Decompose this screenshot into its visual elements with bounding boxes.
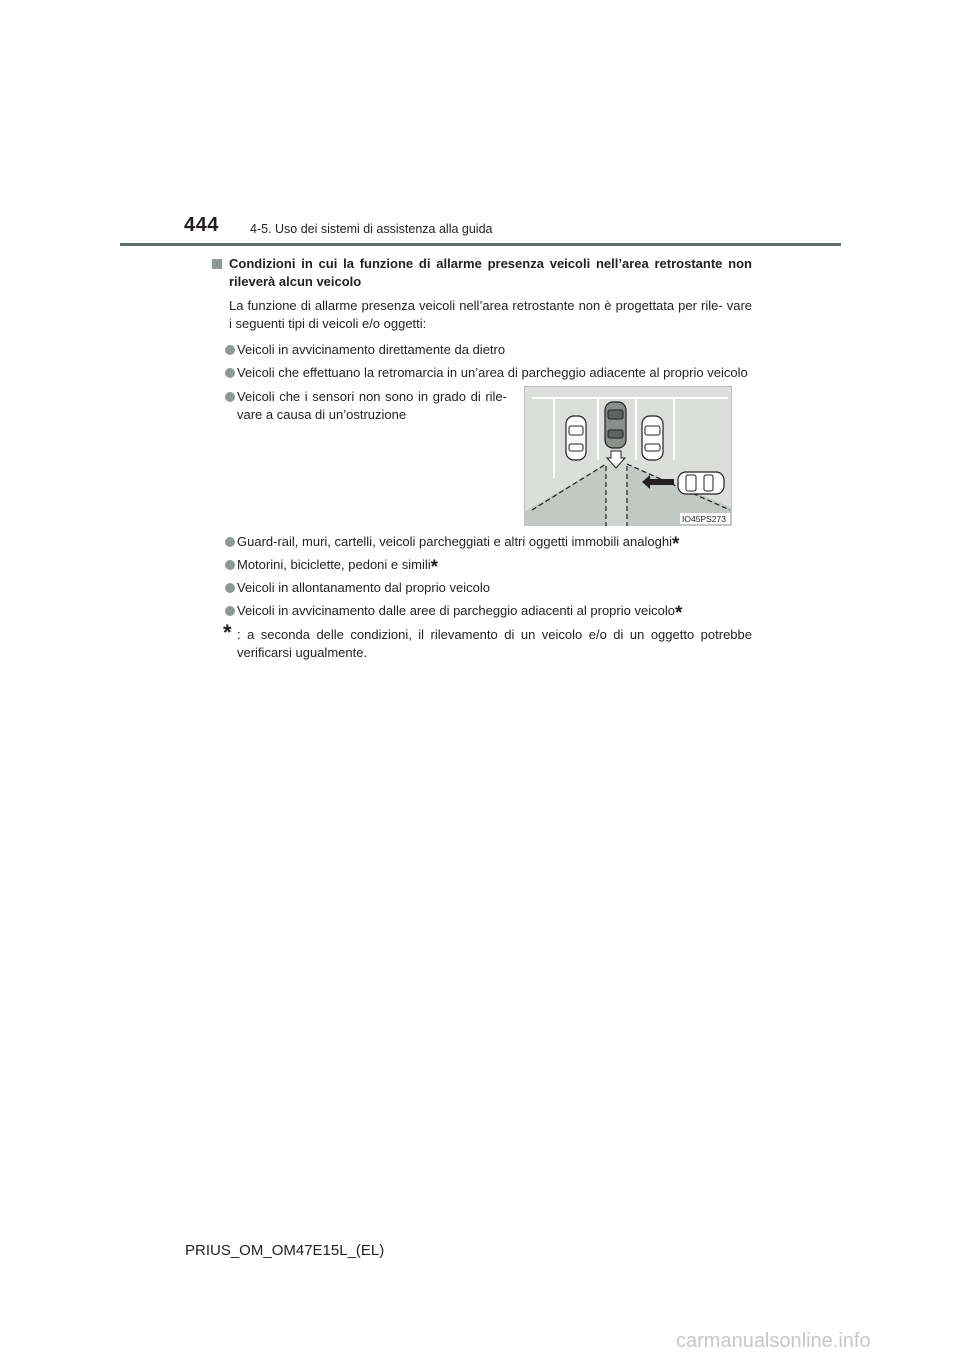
watermark: carmanualsonline.info [676, 1330, 871, 1352]
list-item-text: Veicoli in allontanamento dal proprio veicolo [237, 580, 490, 595]
list-item [212, 533, 752, 555]
round-bullet-icon [225, 392, 235, 402]
list-item [212, 579, 752, 597]
parked-car-right-icon [642, 416, 663, 460]
list-item [212, 388, 507, 424]
list-item [212, 556, 752, 578]
section-title: 4-5. Uso dei sistemi di assistenza alla guida [250, 222, 493, 236]
reversing-car-icon [605, 402, 626, 448]
document-code: PRIUS_OM_OM47E15L_(EL) [185, 1242, 385, 1259]
content [212, 255, 752, 662]
lane-area [606, 464, 628, 526]
page-number: 444 [184, 214, 219, 236]
intro-paragraph: La funzione di allarme presenza veicoli nell’area retrostante non è progettata per rile- vare i seguenti tipi di veicoli e/o oggetti: [229, 298, 752, 331]
list-item [212, 341, 752, 359]
subsection-heading [212, 255, 752, 291]
asterisk-marker: * [674, 603, 683, 624]
round-bullet-icon [225, 537, 235, 547]
header-divider [120, 243, 841, 246]
round-bullet-icon [225, 583, 235, 593]
round-bullet-icon [225, 560, 235, 570]
list-item [212, 364, 752, 382]
list-item [212, 602, 752, 624]
parking-illustration [524, 386, 732, 526]
footnote-text: : a seconda delle condizioni, il rilevamento di un veicolo e/o di un oggetto potrebbe verificarsi ugualmente. [237, 627, 752, 660]
list-item-text: Veicoli in avvicinamento dalle aree di parcheggio adiacenti al proprio veicolo [237, 603, 675, 618]
round-bullet-icon [225, 606, 235, 616]
footnote-asterisk: * [223, 620, 232, 645]
figure-row [212, 388, 752, 528]
asterisk-marker: * [430, 557, 439, 578]
footnote [212, 620, 752, 662]
figure-code: IO45PS273 [682, 514, 726, 524]
parked-car-left-icon [566, 416, 586, 460]
asterisk-marker: * [671, 534, 680, 555]
round-bullet-icon [225, 345, 235, 355]
round-bullet-icon [225, 368, 235, 378]
list-item-text: Veicoli che effettuano la retromarcia in un’area di parcheggio adiacente al proprio veicolo [237, 365, 748, 380]
list-item-text: Veicoli che i sensori non sono in grado di rile- vare a causa di un’ostruzione [237, 389, 507, 422]
approaching-car-icon [678, 472, 724, 494]
list-item-text: Veicoli in avvicinamento direttamente da dietro [237, 342, 506, 357]
square-bullet-icon [212, 259, 222, 269]
subsection-heading-text: Condizioni in cui la funzione di allarme presenza veicoli nell’area retrostante non rileverà alcun veicolo [229, 256, 752, 289]
list-item-text: Guard-rail, muri, cartelli, veicoli parcheggiati e altri oggetti immobili analoghi [237, 534, 672, 549]
list-item-text: Motorini, biciclette, pedoni e simili [237, 557, 431, 572]
